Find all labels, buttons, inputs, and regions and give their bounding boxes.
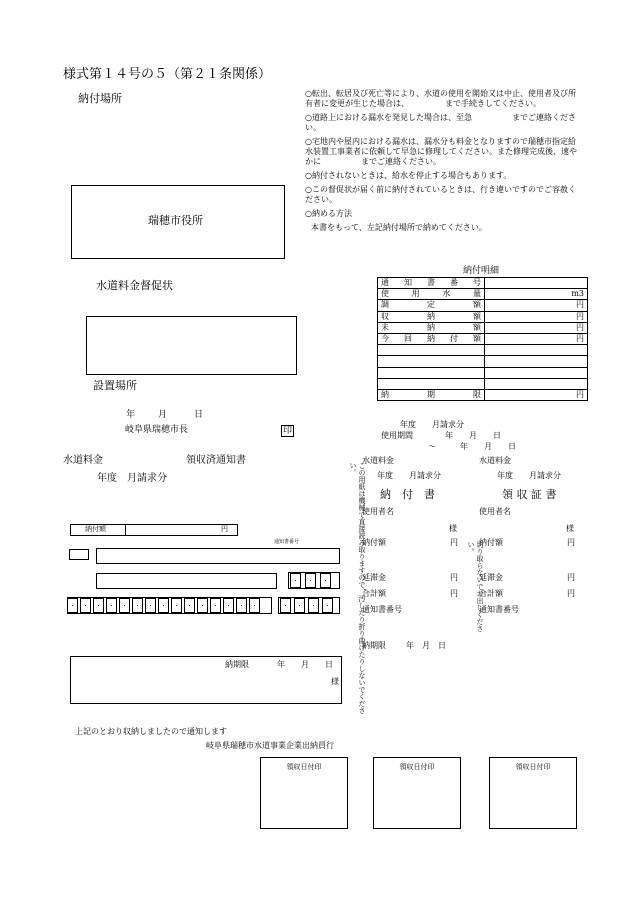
slip-left-total-label: 合計額 xyxy=(362,589,386,598)
stamp-label: 領収日付印 xyxy=(399,763,435,771)
due-date: 年 月 日 xyxy=(277,660,333,669)
slip-left-late-yen: 円 xyxy=(450,573,458,582)
payment-place-name: 瑞穂市役所 xyxy=(148,214,203,227)
ocr-cell: · xyxy=(158,598,169,613)
ocr-cell: · xyxy=(67,598,78,613)
slip-right-notice-no: 通知書番号 xyxy=(479,605,519,614)
slip-left-title: 納 付 書 xyxy=(380,488,435,501)
ocr-cell: · xyxy=(106,598,117,613)
slip-left-total-yen: 円 xyxy=(450,589,458,598)
slip-left-sama: 様 xyxy=(449,524,457,533)
slip-left-amount-label: 納付額 xyxy=(362,538,386,547)
date-year: 年 xyxy=(126,410,136,420)
ocr-cell: · xyxy=(184,598,195,613)
slip-left-due-label: 納期限 xyxy=(362,641,386,650)
ocr-cell: · xyxy=(249,598,260,613)
install-place-label: 設置場所 xyxy=(93,379,137,392)
receipt-billing: 年度 月請求分 xyxy=(97,473,167,484)
amount-label: 納付額 xyxy=(85,525,106,533)
slip-left-due-date: 年 月 日 xyxy=(406,641,446,650)
slip-left-billing: 年度 月請求分 xyxy=(377,471,441,480)
receipt-fee-label: 水道料金 xyxy=(63,455,103,466)
table-row: 納期限 円 xyxy=(378,389,588,400)
ocr-cell: · xyxy=(280,598,291,613)
notice-item: ○この督促状が届く前に納付されているときは、行き違いですのでご容赦ください。 xyxy=(305,185,576,204)
amount-yen: 円 xyxy=(221,525,228,533)
ocr-cell: · xyxy=(290,573,301,588)
slip-right-title: 領 収 証 書 xyxy=(502,488,557,501)
slip-right-total-label: 合計額 xyxy=(479,589,503,598)
form-title: 様式第１４号の５（第２１条関係） xyxy=(63,67,272,82)
ocr-cell: · xyxy=(322,598,333,613)
slip-right-total-yen: 円 xyxy=(567,589,575,598)
ocr-mark xyxy=(69,549,89,560)
slip-right-sama: 様 xyxy=(566,524,574,533)
ocr-cell: · xyxy=(80,598,91,613)
slip-left-late-label: 延滞金 xyxy=(362,573,386,582)
due-label: 納期限 xyxy=(225,660,249,669)
receipt-stamp-box xyxy=(489,757,577,829)
ocr-cell: · xyxy=(210,598,221,613)
table-row: 未納額 円 xyxy=(378,322,588,333)
payment-method-text: 本書をもって、左記納付場所で納めてください。 xyxy=(311,223,487,232)
slip-left-amount-yen: 円 xyxy=(450,538,458,547)
vertical-handling-note: この用紙は機械で直接読み取りますので、汚したり折り曲げたりしないでください。 xyxy=(349,462,366,714)
notice-item: ○宅地内や屋内における漏水は、漏水分も料金となりますので瑞穂市指定給水装置工事業者に依頼して早急に修理してください。また修理完成後、速やかに までご連絡ください。 xyxy=(305,137,577,166)
vertical-detach-note: 切り取らないでお出しください。 xyxy=(467,541,484,632)
ocr-cell: · xyxy=(132,598,143,613)
period-from: 年 月 日 xyxy=(445,431,501,440)
ocr-cell: · xyxy=(320,573,331,588)
ocr-cell: · xyxy=(236,598,247,613)
slip-left-notice-no: 通知書番号 xyxy=(362,605,402,614)
notice-block xyxy=(305,89,583,237)
ocr-cell: · xyxy=(308,598,319,613)
table-row: 通知書番号 xyxy=(378,278,588,289)
table-row: 今回納付額 円 xyxy=(378,333,588,344)
recipient-sama: 様 xyxy=(331,677,339,686)
seal-mark: 印 xyxy=(283,426,293,436)
detail-title: 納付明細 xyxy=(463,266,500,276)
due-box xyxy=(70,656,342,704)
ocr-cell: · xyxy=(223,598,234,613)
period-label: 使用期間 xyxy=(381,431,413,440)
notice-item: ○納める方法 xyxy=(305,209,352,218)
table-row: 使用水量 m3 xyxy=(378,289,588,300)
ocr-cell: · xyxy=(171,598,182,613)
ocr-cell: · xyxy=(145,598,156,613)
receipt-notice-title: 領収済通知書 xyxy=(186,455,246,466)
date-day: 日 xyxy=(194,410,204,420)
slip-right-user-label: 使用者名 xyxy=(479,507,511,516)
slip-right-late-label: 延滞金 xyxy=(479,573,503,582)
detail-table xyxy=(377,277,588,401)
table-row xyxy=(378,378,588,389)
slip-left-user-label: 使用者名 xyxy=(362,507,394,516)
table-row xyxy=(378,356,588,367)
ocr-cell: · xyxy=(119,598,130,613)
footer-notice: 上記のとおり収納しましたので通知します xyxy=(75,727,227,736)
ocr-cell: · xyxy=(93,598,104,613)
period-to: 〜 年 月 日 xyxy=(428,442,516,451)
slip-right-billing: 年度 月請求分 xyxy=(497,471,561,480)
mayor-name: 岐阜県瑞穂市長 xyxy=(125,425,189,435)
table-row: 調定額 円 xyxy=(378,300,588,311)
slip-left-fee: 水道料金 xyxy=(362,456,394,465)
date-month: 月 xyxy=(158,410,168,420)
slip-right-late-yen: 円 xyxy=(567,573,575,582)
notice-item: ○道路上における漏水を発見した場合は、至急 までご連絡ください。 xyxy=(305,113,576,132)
stamp-label: 領収日付印 xyxy=(286,763,322,771)
table-row xyxy=(378,367,588,378)
treasurer-label: 岐阜県瑞穂市水道事業企業出納員行 xyxy=(206,741,334,750)
ocr-label: 通知書番号 xyxy=(274,539,300,545)
ocr-cell: · xyxy=(294,598,305,613)
table-row: 収納額 円 xyxy=(378,311,588,322)
stamp-label: 領収日付印 xyxy=(515,763,551,771)
payment-place-box xyxy=(71,185,285,259)
receipt-stamp-box xyxy=(373,757,461,829)
table-row xyxy=(378,345,588,356)
divider xyxy=(125,525,126,535)
payment-place-label: 納付場所 xyxy=(78,92,122,105)
notice-item: ○転出、転居及び死亡等により、水道の使用を開始又は中止、使用者及び所有者に変更が生じた場合は、 まで手続きしてください。 xyxy=(305,89,576,108)
ocr-line-1 xyxy=(96,548,340,564)
ocr-cell: · xyxy=(197,598,208,613)
amount-box xyxy=(70,524,238,536)
notice-item: ○納付されないときは、給水を停止する場合もあります。 xyxy=(305,171,512,180)
slip-right-fee: 水道料金 xyxy=(479,456,511,465)
detail-billing: 年度 月請求分 xyxy=(400,420,464,429)
slip-right-amount-yen: 円 xyxy=(567,538,575,547)
ocr-cell: · xyxy=(305,573,316,588)
receipt-stamp-box xyxy=(260,757,348,829)
reminder-title: 水道料金督促状 xyxy=(96,279,173,292)
address-box xyxy=(86,316,297,375)
slip-right-amount-label: 納付額 xyxy=(479,538,503,547)
ocr-line-2 xyxy=(96,573,277,589)
